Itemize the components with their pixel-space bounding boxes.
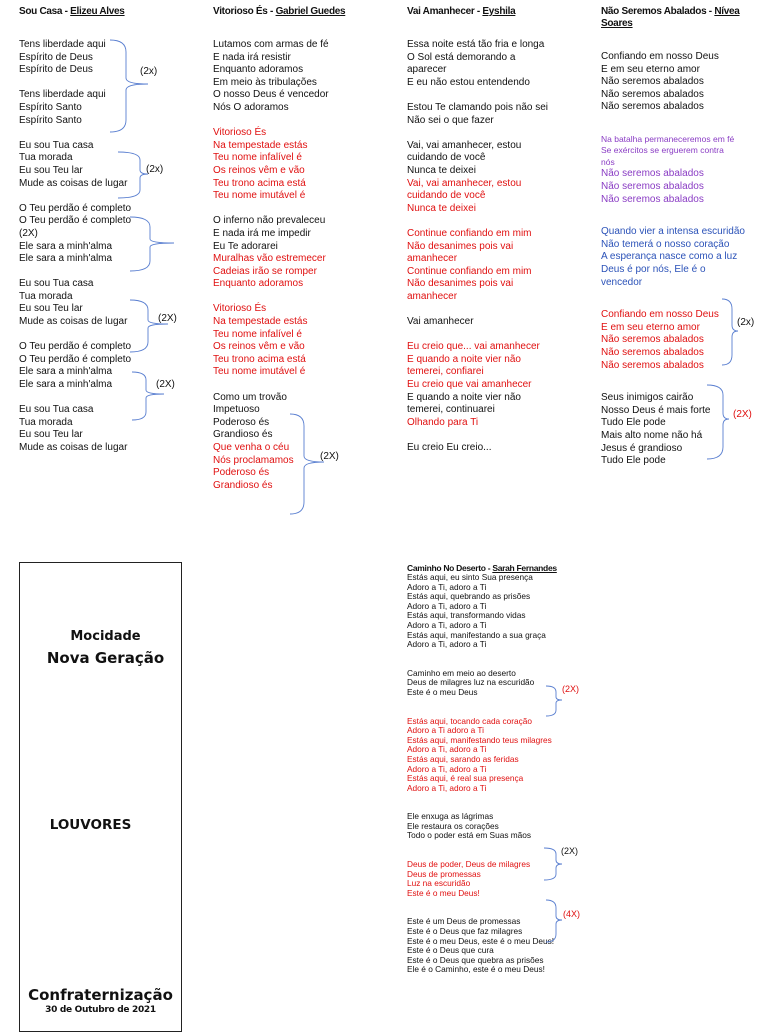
lyric-line: Estás aqui, transformando vidas <box>407 610 526 621</box>
lyric-line: Na batalha permaneceremos em fé <box>601 133 735 144</box>
lyric-line: Quando vier a intensa escuridão <box>601 226 745 238</box>
lyric-line: O inferno não prevaleceu <box>213 215 326 227</box>
lyric-line: Lutamos com armas de fé <box>213 39 329 50</box>
lyric-line: Adoro a Ti, adoro a Ti <box>407 744 487 755</box>
title-author: Elizeu Alves <box>70 6 125 17</box>
lyric-line: Não seremos abalados <box>601 347 704 358</box>
stanza-red <box>407 417 587 430</box>
repeat-label: (2x) <box>140 66 158 77</box>
title-text: Vitorioso És - <box>213 6 276 17</box>
lyric-line: Mais alto nome não há <box>601 429 703 441</box>
lyric-line: Seus inimigos cairão <box>601 392 694 404</box>
brace-icon <box>128 215 176 273</box>
brace-icon <box>720 297 740 367</box>
lyric-line: Tudo Ele pode <box>601 417 666 429</box>
brace-icon <box>544 684 564 718</box>
lyric-line: Confiando em nosso Deus <box>601 51 719 62</box>
lyric-line: Tua morada <box>19 152 73 164</box>
brace-icon <box>705 383 731 461</box>
lyric-line: aparecer <box>407 64 447 76</box>
lyric-line: Teu nome imutável é <box>213 366 306 378</box>
lyric-line: Não seremos abalados <box>601 76 704 88</box>
lyric-line: Impetuoso <box>213 404 260 416</box>
stanza-purple <box>601 168 767 206</box>
lyric-line: nós <box>601 156 615 167</box>
stanza <box>601 51 767 114</box>
repeat-label: (2X) <box>562 684 580 694</box>
lyric-line: Ele sara a minh'alma <box>19 379 113 391</box>
lyric-line: Adoro a Ti, adoro a Ti <box>407 639 487 650</box>
title-author: Sarah Fernandes <box>492 563 557 573</box>
lyric-line: Nós O adoramos <box>213 101 289 113</box>
lyric-line: Este é o Deus que cura <box>407 945 494 956</box>
lyric-line: Poderoso és <box>213 416 270 428</box>
lyric-line: Eu sou Tua casa <box>19 278 94 290</box>
title-text: Não Seremos Abalados - <box>601 6 715 17</box>
lyric-line: Estou Te clamando pois não sei <box>407 101 549 113</box>
lyric-line: O Teu perdão é completo <box>19 341 132 353</box>
lyric-line: Na tempestade estás <box>213 316 308 328</box>
stanza <box>19 404 199 454</box>
lyric-line: Estás aqui, manifestando teus milagres <box>407 734 552 745</box>
lyric-line: Tens liberdade aqui <box>19 89 106 101</box>
lyric-line: Os reinos vêm e vão <box>213 164 305 176</box>
brace-icon <box>116 150 150 200</box>
song-title <box>407 6 587 18</box>
stanza-red <box>407 341 587 391</box>
lyric-line: Deus de milagres luz na escuridão <box>407 677 535 688</box>
lyric-line: Espírito de Deus <box>19 51 93 63</box>
stanza <box>19 140 199 190</box>
chorus <box>213 303 393 379</box>
lyric-line: Eu sou Tua casa <box>19 139 94 151</box>
lyric-line: Muralhas vão estremecer <box>213 253 326 265</box>
repeat-label: (4X) <box>563 909 581 919</box>
lyric-line: Este é o meu Deus! <box>407 887 480 898</box>
lyric-line: O Teu perdão é completo <box>19 202 132 214</box>
lyric-line: Ele restaura os corações <box>407 820 499 831</box>
lyric-line: Estás aqui, eu sinto Sua presença <box>407 572 533 582</box>
title-author: Eyshila <box>482 6 516 17</box>
stanza <box>601 392 767 468</box>
stanza <box>407 316 587 329</box>
repeat-label: (2x) <box>146 164 164 175</box>
stanza <box>407 39 587 89</box>
lyric-line: Deus de poder, Deus de milagres <box>407 859 531 870</box>
lyric-line: Espírito Santo <box>19 114 82 126</box>
lyric-line: Caminho em meio ao deserto <box>407 667 516 678</box>
lyric-line: E quando a noite vier não <box>407 391 521 403</box>
lyric-line: E nada irá me impedir <box>213 227 311 239</box>
lyric-line: Luz na escuridão <box>407 878 471 889</box>
lyric-line: Não seremos abalados <box>601 359 704 371</box>
lyric-line: Adoro a Ti, adoro a Ti <box>407 782 487 793</box>
brace-icon <box>128 298 176 354</box>
song-title <box>19 6 199 18</box>
stanza-blue <box>601 226 767 289</box>
lyric-line: Mude as coisas de lugar <box>19 316 128 328</box>
repeat-label: (2X) <box>733 409 752 420</box>
lyric-line: Tua morada <box>19 290 73 302</box>
lyric-line: E eu não estou entendendo <box>407 76 530 88</box>
stanza-red <box>407 860 607 898</box>
lyric-line: Ele é o Caminho, este é o meu Deus! <box>407 964 545 975</box>
lyric-line: Eu sou Tua casa <box>19 404 94 416</box>
lyric-line: Este é o meu Deus, este é o meu Deus! <box>407 935 555 946</box>
lyric-line: Adoro a Ti, adoro a Ti <box>407 581 487 592</box>
lyric-line: Teu trono acima está <box>213 353 306 365</box>
stanza <box>407 392 587 417</box>
lyric-line: Todo o poder está em Suas mãos <box>407 830 532 841</box>
lyric-line: O Sol está demorando a <box>407 51 516 63</box>
lyric-line: Em meio às tribulações <box>213 76 317 88</box>
lyric-line: Ele sara a minh'alma <box>19 366 113 378</box>
lyric-line: amanhecer <box>407 253 458 265</box>
lyric-line: Teu trono acima está <box>213 177 306 189</box>
brace-icon <box>288 412 328 516</box>
lyric-line: Enquanto adoramos <box>213 64 304 76</box>
song-title <box>601 6 767 30</box>
stanza <box>213 215 393 253</box>
lyric-line: temerei, continuarei <box>407 404 495 416</box>
lyric-line: Não sei o que fazer <box>407 114 494 126</box>
stanza <box>407 442 587 455</box>
lyric-line: Não desanimes pois vai <box>407 278 514 290</box>
lyric-line: Vitorioso És <box>213 303 267 315</box>
lyric-line: Cadeias irão se romper <box>213 265 317 277</box>
song-nao-seremos-abalados <box>601 6 767 468</box>
stanza-red <box>407 178 587 216</box>
stanza-red <box>213 253 393 291</box>
lyric-line: Enquanto adoramos <box>213 278 304 290</box>
lyric-line: Estás aqui, quebrando as prisões <box>407 591 531 602</box>
lyric-line: Adoro a Ti, adoro a Ti <box>407 763 487 774</box>
title-text: Vai Amanhecer - <box>407 6 483 17</box>
lyric-line: O nosso Deus é vencedor <box>213 89 329 101</box>
lyric-line: Se exércitos se erguerem contra <box>601 145 724 156</box>
stanza-purple-small <box>601 134 767 169</box>
lyric-line: Não temerá o nosso coração <box>601 238 730 250</box>
lyric-line: Não seremos abalados <box>601 334 704 346</box>
lyric-line: Ele sara a minh'alma <box>19 253 113 265</box>
brace-icon <box>108 38 158 134</box>
lyric-line: cuidando de você <box>407 190 486 202</box>
chorus <box>407 228 587 304</box>
lyric-line: Tua morada <box>19 416 73 428</box>
lyric-line: cuidando de você <box>407 152 486 164</box>
lyric-line: Nunca te deixei <box>407 164 476 176</box>
cover-confraternizacao: Confraternização <box>28 986 173 1004</box>
lyric-line: Não desanimes pois vai <box>407 240 514 252</box>
lyric-line: Este é um Deus de promessas <box>407 916 521 927</box>
brace-icon <box>544 898 564 944</box>
lyric-line: Continue confiando em mim <box>407 265 532 277</box>
repeat-label: (2x) <box>737 317 755 328</box>
lyric-line: O Teu perdão é completo <box>19 215 132 227</box>
lyric-line: Confiando em nosso Deus <box>601 309 719 321</box>
brace-icon <box>130 370 170 422</box>
lyric-line: Grandioso és <box>213 429 273 441</box>
lyric-line: Eu sou Teu lar <box>19 164 83 176</box>
repeat-label: (2X) <box>156 379 175 390</box>
repeat-label: (2X) <box>320 451 339 462</box>
lyric-line: Vai, vai amanhecer, estou <box>407 177 522 189</box>
lyric-line: Estás aqui, manifestando a sua graça <box>407 629 546 640</box>
lyric-line: Deus de promessas <box>407 868 481 879</box>
lyric-line: temerei, confiarei <box>407 366 484 378</box>
repeat-label: (2X) <box>561 846 579 856</box>
lyric-line: Os reinos vêm e vão <box>213 341 305 353</box>
lyric-line: Tens liberdade aqui <box>19 39 106 50</box>
song-title <box>213 6 393 18</box>
cover-box <box>19 562 182 1032</box>
lyric-line: Eu creio que vai amanhecer <box>407 379 532 391</box>
title-text: Sou Casa - <box>19 6 71 17</box>
lyric-line: Continue confiando em mim <box>407 227 532 239</box>
lyric-line: Eu sou Teu lar <box>19 429 83 441</box>
lyric-line: Vitorioso És <box>213 127 267 139</box>
stanza <box>407 917 607 975</box>
lyric-line: Mude as coisas de lugar <box>19 177 128 189</box>
lyric-line: Este é o Deus que faz milagres <box>407 926 523 937</box>
repeat-label: (2X) <box>158 313 177 324</box>
lyric-line: Nosso Deus é mais forte <box>601 404 711 416</box>
stanza <box>213 39 393 115</box>
lyric-line: Deus é por nós, Ele é o <box>601 264 706 276</box>
lyric-line: Estás aqui, sarando as feridas <box>407 753 519 764</box>
lyric-line: Este é o meu Deus <box>407 686 478 697</box>
lyric-line: Mude as coisas de lugar <box>19 442 128 453</box>
title-author-2: Soares <box>601 18 633 29</box>
stanza <box>407 140 587 178</box>
stanza-red <box>407 717 607 794</box>
lyric-line: Nunca te deixei <box>407 202 476 214</box>
lyric-line: Ele enxuga as lágrimas <box>407 811 494 822</box>
lyric-line: (2X) <box>19 227 38 239</box>
lyric-line: Poderoso és <box>213 467 270 479</box>
lyric-line: Adoro a Ti adoro a Ti <box>407 725 485 736</box>
lyric-line: Este é o Deus que quebra as prisões <box>407 954 544 965</box>
lyric-line: Não seremos abalados <box>601 181 704 193</box>
lyric-line: Teu nome infalível é <box>213 328 302 340</box>
lyric-line: vencedor <box>601 276 643 288</box>
lyric-line: Eu creio que... vai amanhecer <box>407 341 540 353</box>
lyric-line: E em seu eterno amor <box>601 63 700 75</box>
lyric-line: Espírito de Deus <box>19 64 93 76</box>
title-author: Nívea <box>714 6 740 17</box>
lyric-line: Adoro a Ti, adoro a Ti <box>407 619 487 630</box>
lyric-line: Vai amanhecer <box>407 316 474 328</box>
lyric-line: E quando a noite vier não <box>407 353 521 365</box>
lyric-line: Que venha o céu <box>213 442 290 453</box>
lyric-line: Olhando para Ti <box>407 416 479 428</box>
lyric-line: Vai, vai amanhecer, estou <box>407 139 522 151</box>
lyric-line: A esperança nasce como a luz <box>601 251 738 263</box>
lyric-line: Ele sara a minh'alma <box>19 240 113 252</box>
stanza <box>407 102 587 127</box>
cover-louvores: LOUVORES <box>49 817 132 833</box>
lyric-line: Adoro a Ti, adoro a Ti <box>407 600 487 611</box>
cover-date: 30 de Outubro de 2021 <box>45 1005 156 1015</box>
lyric-line: Teu nome infalível é <box>213 152 302 164</box>
lyric-line: Estás aqui, é real sua presença <box>407 773 524 784</box>
lyric-line: Não seremos abalados <box>601 88 704 100</box>
lyric-line: Grandioso és <box>213 479 273 491</box>
chorus <box>213 127 393 203</box>
title-text: Caminho No Deserto - <box>407 563 493 573</box>
lyric-line: Não seremos abalados <box>601 101 704 113</box>
cover-nova-geracao: Nova Geração <box>46 649 165 667</box>
lyric-line: Nós proclamamos <box>213 454 294 466</box>
lyric-line: E nada irá resistir <box>213 51 291 63</box>
lyric-line: Eu Te adorarei <box>213 240 278 252</box>
lyric-line: Teu nome imutável é <box>213 190 306 202</box>
lyric-line: Eu creio Eu creio... <box>407 442 492 453</box>
lyric-line: Estás aqui, tocando cada coração <box>407 715 532 726</box>
cover-mocidade: Mocidade <box>70 629 141 644</box>
lyric-line: Eu sou Teu lar <box>19 303 83 315</box>
stanza <box>407 812 607 841</box>
lyric-line: Não seremos abalados <box>601 193 704 205</box>
lyric-line: Como um trovão <box>213 391 287 403</box>
lyric-line: E em seu eterno amor <box>601 321 700 333</box>
title-author: Gabriel Guedes <box>275 6 346 17</box>
lyric-line: Espírito Santo <box>19 101 82 113</box>
lyric-line: Essa noite está tão fria e longa <box>407 39 545 50</box>
lyric-line: O Teu perdão é completo <box>19 353 132 365</box>
lyric-line: Tudo Ele pode <box>601 455 666 467</box>
lyric-line: amanhecer <box>407 290 458 302</box>
lyric-line: Na tempestade estás <box>213 139 308 151</box>
lyric-line: Jesus é grandioso <box>601 442 683 454</box>
stanza <box>407 573 607 650</box>
song-vai-amanhecer <box>407 6 587 455</box>
lyric-line: Não seremos abalados <box>601 168 704 180</box>
